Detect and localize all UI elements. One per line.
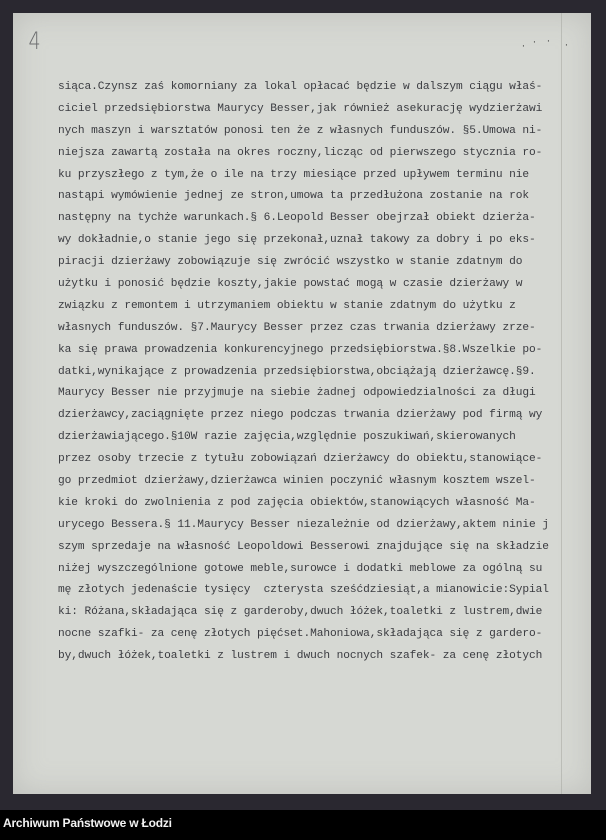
text-line: dzierżawiającego.§10W razie zajęcia,względnie poszukiwań,skierowanych — [58, 431, 516, 444]
typewritten-text — [58, 77, 568, 668]
text-line: następny na tychże warunkach.§ 6.Leopold Besser obejrzał obiekt dzierża- — [58, 212, 536, 225]
text-line: ku przyszłego z tym,że o ile na trzy miesiące przed upływem terminu nie — [58, 168, 529, 181]
text-line: siąca.Czynsz zaś komorniany za lokal opłacać będzie w dalszym ciągu właś- — [58, 81, 543, 93]
paper-speck: · — [521, 42, 526, 51]
text-line: niejsza zawartą została na okres roczny,licząc od pierwszego stycznia ro- — [58, 146, 543, 159]
paper-speck: · — [564, 41, 569, 50]
text-line: związku z remontem i utrzymaniem obiektu w stanie zdatnym do użytku z — [58, 299, 516, 312]
text-line: nocne szafki- za cenę złotych pięćset.Mahoniowa,składająca się z gardero- — [58, 628, 543, 641]
text-line: własnych funduszów. §7.Maurycy Besser przez czas trwania dzierżawy zrze- — [58, 321, 536, 334]
text-line: ki: Różana,składająca się z garderoby,dwuch łóżek,toaletki z lustrem,dwie — [58, 606, 543, 619]
text-line: piracji dzierżawy zobowiązuje się zwrócić wszystko w stanie zdatnym do — [58, 256, 523, 269]
text-line: szym sprzedaje na własność Leopoldowi Besserowi znajdujące się na składzie — [58, 540, 549, 553]
text-line: nych maszyn i warsztatów ponosi ten że z własnych funduszów. §5.Umowa ni- — [58, 124, 543, 137]
paper-speck: · — [532, 38, 537, 47]
text-line: go przedmiot dzierżawy,dzierżawca winien poczynić własnym kosztem wszel- — [58, 475, 536, 488]
text-line: Maurycy Besser nie przyjmuje na siebie żadnej odpowiedzialności za długi — [58, 387, 536, 400]
text-line: nastąpi wymówienie jednej ze stron,umowa ta przedłużona zostanie na rok — [58, 190, 529, 203]
text-line: ka się prawa prowadzenia konkurencyjnego przedsiębiorstwa.§8.Wszelkie po- — [58, 343, 543, 356]
text-line: użytku i ponosić będzie koszty,jakie powstać mogą w czasie dzierżawy w — [58, 278, 523, 291]
archive-footer-bar — [0, 810, 606, 840]
text-line: mę złotych jedenaście tysięcy czterysta sześćdziesiąt,a mianowicie:Sypial — [58, 584, 549, 597]
text-line: przez osoby trzecie z tytułu zobowiązań dzierżawcy do obiektu,stanowiące- — [58, 453, 543, 466]
text-line: kie kroki do zwolnienia z pod zajęcia obiektów,stanowiących własność Ma- — [58, 496, 536, 509]
text-line: ciciel przedsiębiorstwa Maurycy Besser,jak również asekurację wydzierżawi — [58, 102, 543, 115]
text-line: dzierżawcy,zaciągnięte przez niego podczas trwania dzierżawy pod firmą wy — [58, 409, 543, 422]
handwritten-page-number: 4 — [28, 27, 41, 55]
text-line: niżej wyszczególnione gotowe meble,surowce i dodatki meblowe za ogólną su — [58, 562, 543, 575]
paper-speck: · — [546, 37, 551, 46]
text-line: wy dokładnie,o stanie jego się przekonał,uznał takowy za dobry i po eks- — [58, 234, 536, 247]
text-line: urycego Bessera.§ 11.Maurycy Besser niezależnie od dzierżawy,aktem ninie j — [58, 518, 549, 531]
text-line: by,dwuch łóżek,toaletki z lustrem i dwuch nocnych szafek- za cenę złotych — [58, 650, 543, 663]
document-page — [13, 13, 591, 794]
text-line: datki,wynikające z prowadzenia przedsiębiorstwa,obciążają dzierżawcę.§9. — [58, 365, 536, 378]
archive-name-label: Archiwum Państwowe w Łodzi — [3, 816, 172, 830]
